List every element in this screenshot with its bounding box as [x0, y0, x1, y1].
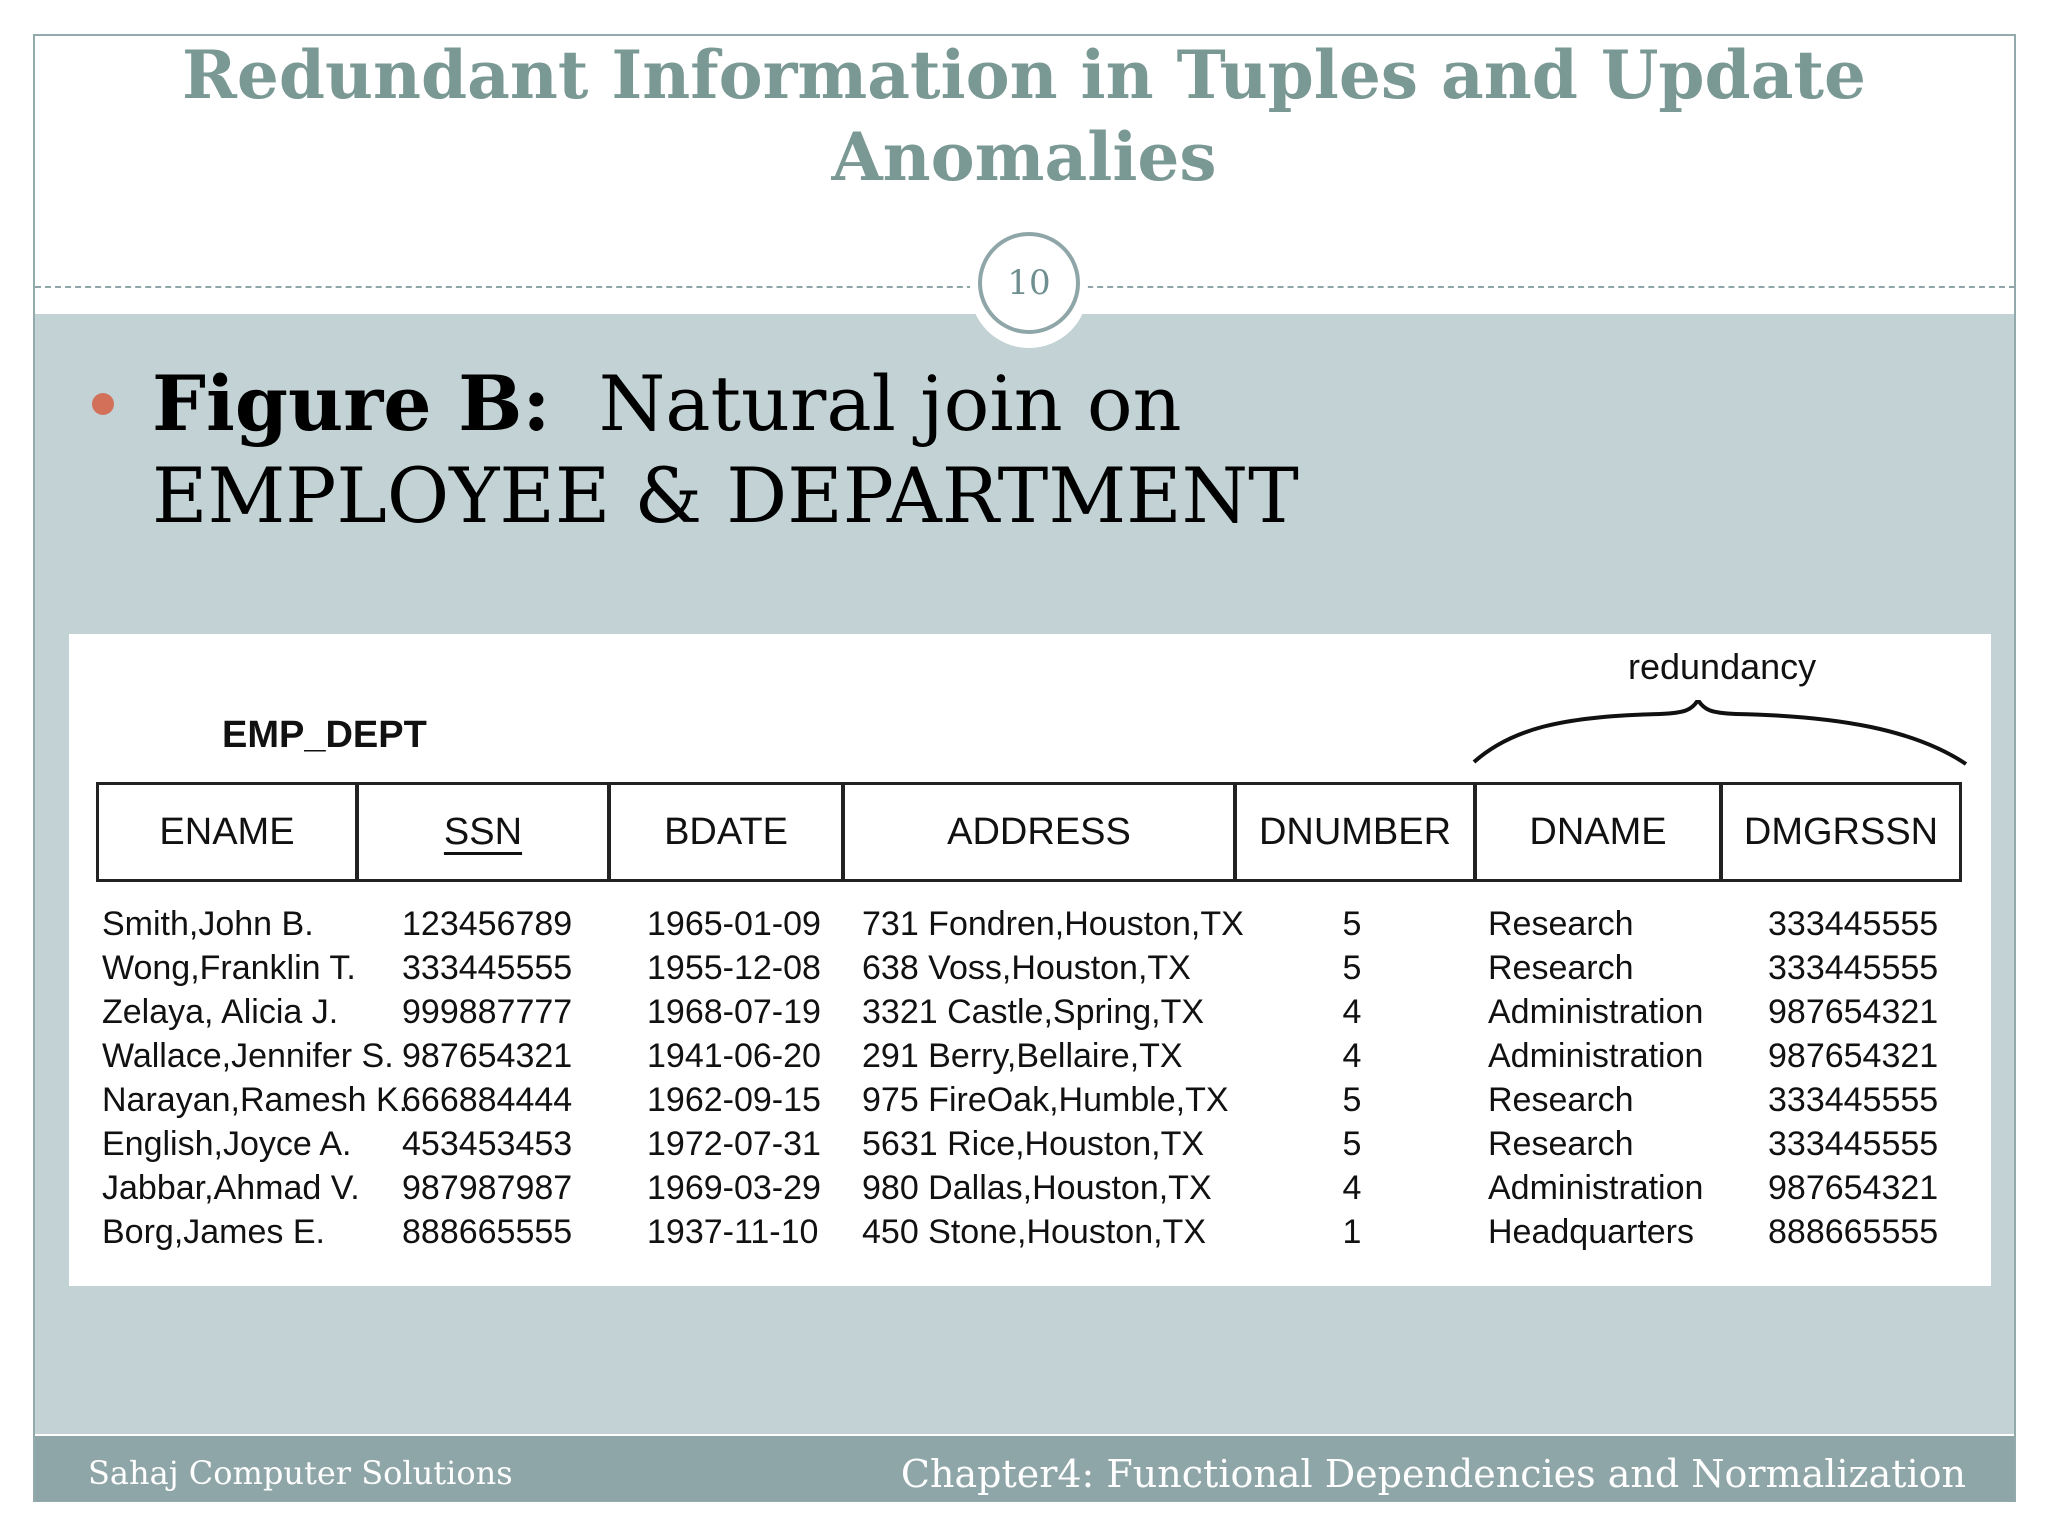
table-cell: 975 FireOak,Humble,TX — [862, 1081, 1229, 1119]
table-cell: 453453453 — [402, 1125, 573, 1163]
table-cell: 987654321 — [402, 1037, 573, 1075]
table-cell: Jabbar,Ahmad V. — [102, 1169, 360, 1207]
table-cell: Administration — [1488, 1037, 1704, 1075]
table-cell: 3321 Castle,Spring,TX — [862, 993, 1205, 1031]
footer-left: Sahaj Computer Solutions — [88, 1454, 513, 1492]
table-cell: 1937-11-10 — [647, 1213, 819, 1251]
table-cell: 987654321 — [1768, 1169, 1939, 1207]
table-cell: 5 — [1342, 1125, 1362, 1163]
table-cell: Zelaya, Alicia J. — [102, 993, 339, 1031]
table-cell: 450 Stone,Houston,TX — [862, 1213, 1207, 1251]
table-cell: Wong,Franklin T. — [102, 949, 356, 987]
slide-title — [0, 34, 2048, 198]
table-cell: English,Joyce A. — [102, 1125, 352, 1163]
table-cell: Smith,John B. — [102, 905, 314, 943]
brace-icon — [1470, 700, 1970, 770]
redundancy-label: redundancy — [1628, 646, 1817, 687]
table-cell: 638 Voss,Houston,TX — [862, 949, 1191, 987]
column-header-dnumber: DNUMBER — [1234, 782, 1476, 882]
column-header-address: ADDRESS — [842, 782, 1236, 882]
table-cell: 333445555 — [1768, 1125, 1939, 1163]
column-header-dname: DNAME — [1474, 782, 1722, 882]
table-cell: 1 — [1342, 1213, 1362, 1251]
table-cell: 987987987 — [402, 1169, 573, 1207]
table-cell: 888665555 — [402, 1213, 573, 1251]
column-header-ssn: SSN — [356, 782, 610, 882]
table-cell: Research — [1488, 1081, 1634, 1119]
table-cell: 1972-07-31 — [647, 1125, 821, 1163]
table-cell: Administration — [1488, 993, 1704, 1031]
title-line-1: Redundant Information in Tuples and Update — [182, 36, 1866, 114]
table-cell: Wallace,Jennifer S. — [102, 1037, 394, 1075]
table-cell: 333445555 — [1768, 1081, 1939, 1119]
table-cell: 1968-07-19 — [647, 993, 821, 1031]
table-cell: 888665555 — [1768, 1213, 1939, 1251]
table-cell: 333445555 — [1768, 905, 1939, 943]
table-cell: 999887777 — [402, 993, 573, 1031]
table-cell: Narayan,Ramesh K. — [102, 1081, 409, 1119]
table-cell: 4 — [1342, 993, 1362, 1031]
page-number-badge — [978, 232, 1080, 334]
bullet-icon — [92, 393, 114, 415]
table-cell: 5 — [1342, 949, 1362, 987]
table-cell: 333445555 — [1768, 949, 1939, 987]
table-cell: Research — [1488, 905, 1634, 943]
bullet-bold: Figure B: — [152, 359, 551, 448]
table-cell: Headquarters — [1488, 1213, 1695, 1251]
table-cell: 1941-06-20 — [647, 1037, 821, 1075]
table-cell: 987654321 — [1768, 1037, 1939, 1075]
table-cell: 1965-01-09 — [647, 905, 821, 943]
column-header-dmgrssn: DMGRSSN — [1720, 782, 1962, 882]
footer-right: Chapter4: Functional Dependencies and Normalization — [900, 1452, 1966, 1496]
bullet-text — [152, 358, 1652, 542]
table-cell: 1969-03-29 — [647, 1169, 821, 1207]
table-cell: Research — [1488, 1125, 1634, 1163]
table-cell: 123456789 — [402, 905, 573, 943]
table-cell: 731 Fondren,Houston,TX — [862, 905, 1244, 943]
table-cell: 5631 Rice,Houston,TX — [862, 1125, 1205, 1163]
table-cell: 987654321 — [1768, 993, 1939, 1031]
table-cell: 980 Dallas,Houston,TX — [862, 1169, 1212, 1207]
table-cell: Borg,James E. — [102, 1213, 325, 1251]
relation-name: EMP_DEPT — [222, 714, 427, 756]
column-header-bdate: BDATE — [608, 782, 844, 882]
table-cell: 4 — [1342, 1037, 1362, 1075]
table-cell: 666884444 — [402, 1081, 573, 1119]
table-cell: 333445555 — [402, 949, 573, 987]
table-cell: 5 — [1342, 1081, 1362, 1119]
table-cell: Research — [1488, 949, 1634, 987]
title-line-2: Anomalies — [831, 118, 1217, 196]
table-cell: 4 — [1342, 1169, 1362, 1207]
page-number: 10 — [1007, 263, 1051, 303]
table-cell: 291 Berry,Bellaire,TX — [862, 1037, 1183, 1075]
table-cell: 1962-09-15 — [647, 1081, 821, 1119]
table-cell: Administration — [1488, 1169, 1704, 1207]
table-cell: 5 — [1342, 905, 1362, 943]
table-cell: 1955-12-08 — [647, 949, 821, 987]
bullet-description: Natural join on EMPLOYEE & DEPARTMENT — [152, 359, 1299, 540]
column-header-ename: ENAME — [96, 782, 358, 882]
